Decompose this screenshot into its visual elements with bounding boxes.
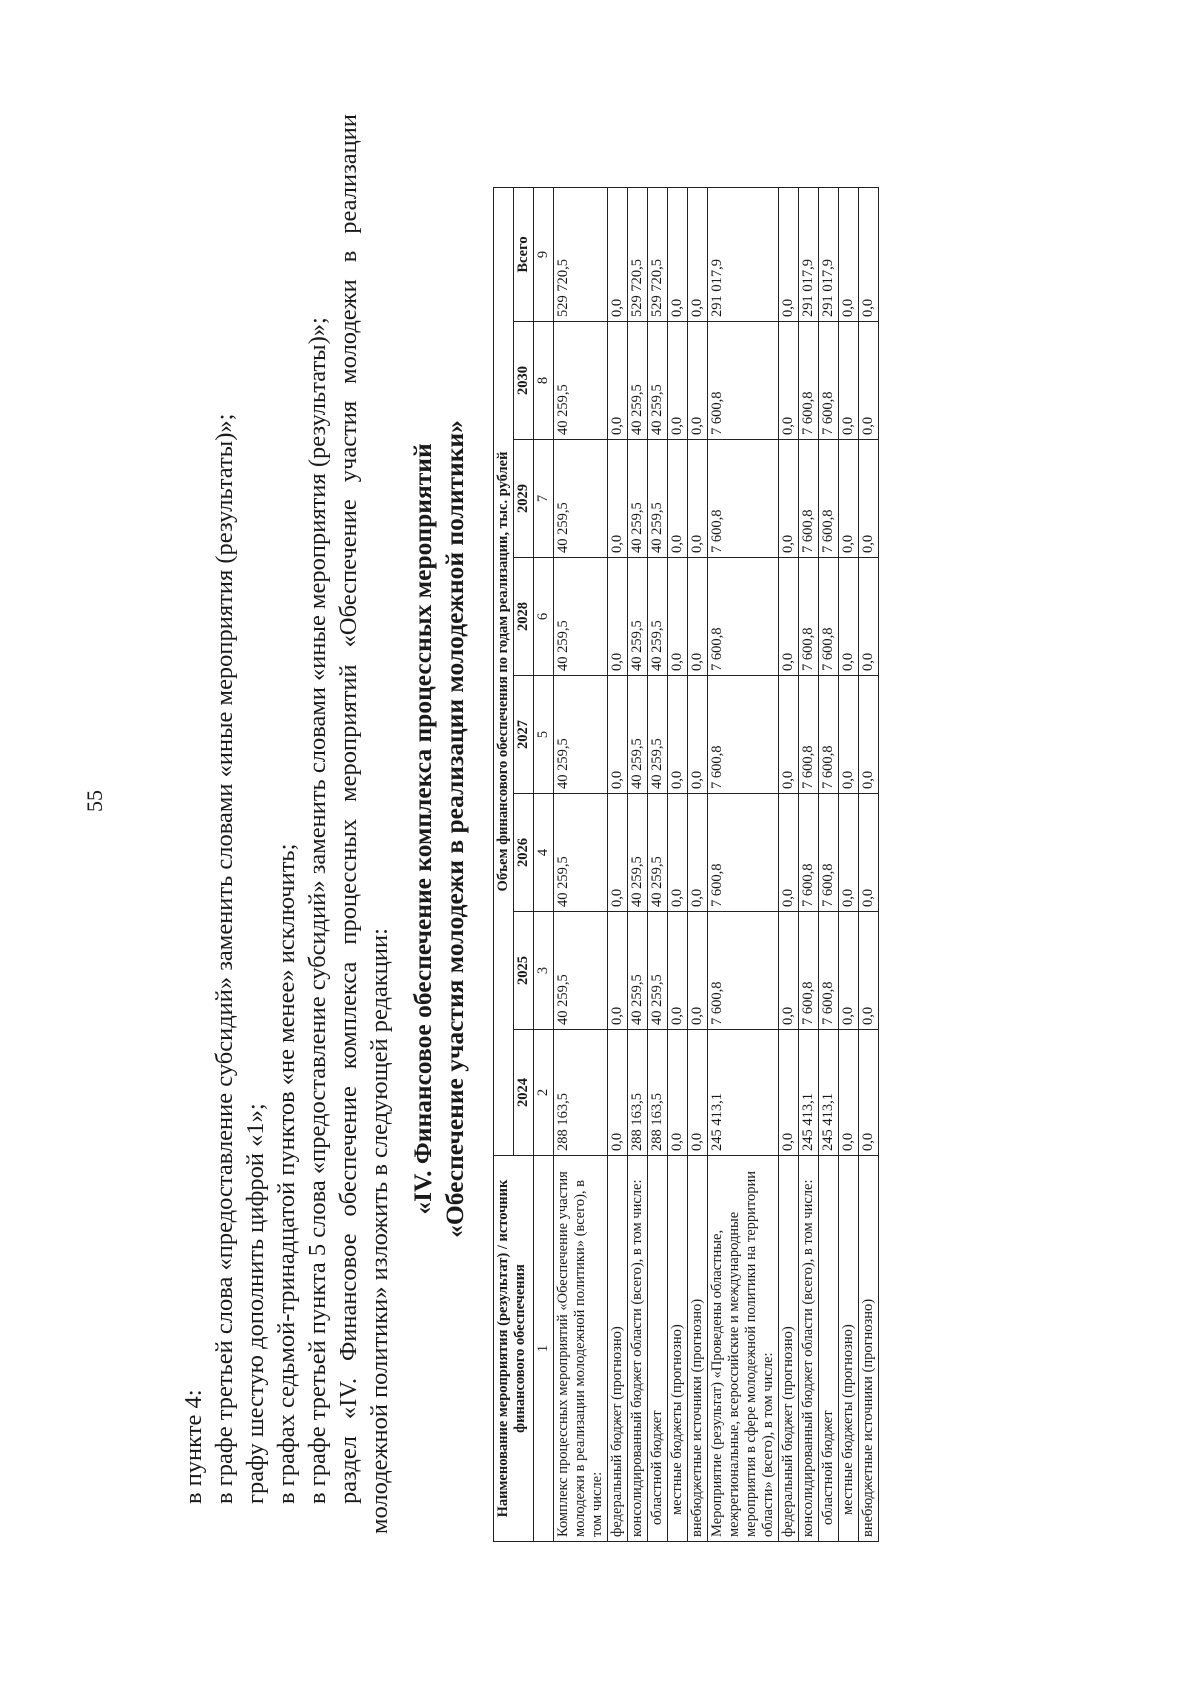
header-total: Всего	[514, 188, 534, 322]
cell-total: 0,0	[839, 188, 859, 322]
page-number: 55	[82, 790, 107, 812]
cell-total: 0,0	[608, 188, 628, 322]
header-year: 2025	[514, 912, 534, 1030]
cell-value: 40 259,5	[628, 440, 648, 558]
table-row	[799, 188, 819, 1542]
cell-value: 7 600,8	[708, 322, 779, 440]
cell-value: 288 163,5	[554, 1030, 608, 1156]
cell-value: 40 259,5	[554, 912, 608, 1030]
cell-value: 0,0	[839, 440, 859, 558]
cell-value: 7 600,8	[799, 322, 819, 440]
row-label: областной бюджет	[819, 1156, 839, 1542]
cell-value: 0,0	[688, 676, 708, 794]
column-number: 5	[534, 676, 554, 794]
cell-value: 0,0	[608, 912, 628, 1030]
cell-value: 40 259,5	[648, 676, 668, 794]
amendment-item-2: графу шестую дополнить цифрой «1»;	[242, 1103, 269, 1504]
cell-value: 0,0	[608, 322, 628, 440]
cell-value: 0,0	[839, 558, 859, 676]
cell-value: 40 259,5	[628, 912, 648, 1030]
row-label: федеральный бюджет (прогнозно)	[779, 1156, 799, 1542]
cell-value: 7 600,8	[708, 440, 779, 558]
cell-value: 7 600,8	[799, 440, 819, 558]
table-row	[819, 188, 839, 1542]
column-number: 8	[534, 322, 554, 440]
column-numbers-row	[534, 188, 554, 1542]
cell-value: 0,0	[779, 440, 799, 558]
cell-value: 7 600,8	[799, 794, 819, 912]
cell-value: 40 259,5	[554, 676, 608, 794]
column-number: 1	[534, 1156, 554, 1542]
cell-total: 291 017,9	[708, 188, 779, 322]
cell-value: 0,0	[859, 558, 879, 676]
cell-value: 0,0	[859, 1030, 879, 1156]
cell-value: 0,0	[859, 912, 879, 1030]
column-number: 7	[534, 440, 554, 558]
cell-total: 0,0	[779, 188, 799, 322]
cell-value: 0,0	[688, 794, 708, 912]
cell-value: 0,0	[608, 676, 628, 794]
cell-value: 245 413,1	[708, 1030, 779, 1156]
cell-value: 7 600,8	[799, 558, 819, 676]
cell-value: 0,0	[859, 440, 879, 558]
cell-value: 7 600,8	[799, 912, 819, 1030]
row-label: внебюджетные источники (прогнозно)	[688, 1156, 708, 1542]
cell-value: 245 413,1	[799, 1030, 819, 1156]
section-title-line-2: «Обеспечение участия молодежи в реализации молодежной политики»	[440, 420, 469, 1238]
cell-total: 0,0	[688, 188, 708, 322]
header-year: 2028	[514, 558, 534, 676]
cell-value: 40 259,5	[648, 794, 668, 912]
cell-value: 40 259,5	[628, 676, 648, 794]
cell-value: 7 600,8	[819, 676, 839, 794]
cell-value: 0,0	[608, 794, 628, 912]
cell-value: 0,0	[668, 794, 688, 912]
row-label: Мероприятие (результат) «Проведены областные, межрегиональные, всероссийские и международные мероприятия в сфере молодежной политики на территории области» (всего), в том числе:	[708, 1156, 779, 1542]
cell-value: 288 163,5	[648, 1030, 668, 1156]
cell-value: 40 259,5	[554, 322, 608, 440]
amendment-item-4: в графе третьей пункта 5 слова «предоставление субсидий» заменить словами «иные мероприятия (результаты)»;	[304, 317, 331, 1504]
cell-value: 0,0	[688, 558, 708, 676]
cell-value: 40 259,5	[628, 322, 648, 440]
cell-value: 0,0	[608, 558, 628, 676]
cell-value: 7 600,8	[819, 322, 839, 440]
table-row	[628, 188, 648, 1542]
body-text	[178, 114, 395, 1534]
cell-value: 0,0	[668, 440, 688, 558]
header-name-source: Наименование мероприятия (результат) / источник финансового обеспечения	[494, 1156, 534, 1542]
cell-value: 40 259,5	[628, 558, 648, 676]
table-body	[554, 188, 879, 1542]
table-row	[839, 188, 859, 1542]
header-year: 2026	[514, 794, 534, 912]
cell-value: 0,0	[668, 912, 688, 1030]
cell-value: 245 413,1	[819, 1030, 839, 1156]
table-row	[554, 188, 608, 1542]
cell-value: 0,0	[859, 322, 879, 440]
financing-table	[493, 187, 879, 1542]
cell-value: 40 259,5	[554, 794, 608, 912]
cell-value: 0,0	[608, 440, 628, 558]
header-year: 2029	[514, 440, 534, 558]
cell-value: 40 259,5	[628, 794, 648, 912]
table-row	[779, 188, 799, 1542]
column-number: 6	[534, 558, 554, 676]
section-replacement-text: раздел «IV. Финансовое обеспечение комплекса процессных мероприятий «Обеспечение участия молодежи в реализации молодежной политики» изложить в следующей редакции:	[335, 114, 393, 1534]
section-title	[407, 124, 471, 1534]
cell-value: 40 259,5	[648, 912, 668, 1030]
cell-value: 0,0	[668, 1030, 688, 1156]
cell-value: 0,0	[859, 676, 879, 794]
cell-total: 291 017,9	[819, 188, 839, 322]
cell-total: 0,0	[859, 188, 879, 322]
table-row	[688, 188, 708, 1542]
row-label: Комплекс процессных мероприятий «Обеспечение участия молодежи в реализации молодежной политики» (всего), в том числе:	[554, 1156, 608, 1542]
cell-value: 0,0	[779, 1030, 799, 1156]
amendment-item-1: в графе третьей слова «предоставление субсидий» заменить словами «иные мероприятия (результаты)»;	[211, 413, 238, 1504]
row-label: федеральный бюджет (прогнозно)	[608, 1156, 628, 1542]
cell-value: 0,0	[608, 1030, 628, 1156]
cell-value: 7 600,8	[708, 794, 779, 912]
cell-value: 0,0	[779, 322, 799, 440]
table-row	[708, 188, 779, 1542]
cell-value: 0,0	[688, 912, 708, 1030]
cell-value: 0,0	[839, 912, 859, 1030]
cell-value: 7 600,8	[819, 558, 839, 676]
cell-total: 291 017,9	[799, 188, 819, 322]
cell-value: 0,0	[779, 912, 799, 1030]
table-row	[608, 188, 628, 1542]
cell-value: 0,0	[779, 558, 799, 676]
header-year: 2030	[514, 322, 534, 440]
amendment-item-3: в графах седьмой-тринадцатой пунктов «не менее» исключить;	[273, 843, 300, 1504]
cell-value: 0,0	[688, 1030, 708, 1156]
cell-value: 0,0	[779, 794, 799, 912]
row-label: местные бюджеты (прогнозно)	[839, 1156, 859, 1542]
cell-value: 40 259,5	[648, 322, 668, 440]
cell-value: 40 259,5	[554, 558, 608, 676]
section-title-line-1: «IV. Финансовое обеспечение комплекса процессных мероприятий	[408, 443, 437, 1215]
cell-value: 7 600,8	[708, 676, 779, 794]
cell-value: 0,0	[668, 558, 688, 676]
cell-value: 7 600,8	[819, 912, 839, 1030]
table-row	[668, 188, 688, 1542]
column-number: 9	[534, 188, 554, 322]
intro-line: в пункте 4:	[180, 1389, 207, 1504]
cell-value: 0,0	[839, 676, 859, 794]
cell-total: 529 720,5	[628, 188, 648, 322]
header-year: 2024	[514, 1030, 534, 1156]
row-label: консолидированный бюджет области (всего), в том числе:	[799, 1156, 819, 1542]
header-funding-volume: Объем финансового обеспечения по годам реализации, тыс. рублей	[494, 188, 514, 1156]
cell-value: 7 600,8	[708, 912, 779, 1030]
cell-value: 7 600,8	[819, 794, 839, 912]
cell-value: 0,0	[839, 1030, 859, 1156]
cell-value: 40 259,5	[648, 440, 668, 558]
cell-total: 0,0	[668, 188, 688, 322]
cell-value: 0,0	[779, 676, 799, 794]
row-label: консолидированный бюджет области (всего), в том числе:	[628, 1156, 648, 1542]
cell-value: 0,0	[688, 440, 708, 558]
cell-value: 288 163,5	[628, 1030, 648, 1156]
row-label: внебюджетные источники (прогнозно)	[859, 1156, 879, 1542]
column-number: 2	[534, 1030, 554, 1156]
cell-value: 0,0	[839, 322, 859, 440]
cell-value: 0,0	[668, 322, 688, 440]
cell-value: 0,0	[859, 794, 879, 912]
column-number: 4	[534, 794, 554, 912]
row-label: местные бюджеты (прогнозно)	[668, 1156, 688, 1542]
cell-value: 0,0	[839, 794, 859, 912]
cell-total: 529 720,5	[648, 188, 668, 322]
cell-value: 0,0	[688, 322, 708, 440]
header-year: 2027	[514, 676, 534, 794]
cell-value: 40 259,5	[554, 440, 608, 558]
column-number: 3	[534, 912, 554, 1030]
cell-total: 529 720,5	[554, 188, 608, 322]
cell-value: 7 600,8	[799, 676, 819, 794]
cell-value: 0,0	[668, 676, 688, 794]
row-label: областной бюджет	[648, 1156, 668, 1542]
table-row	[859, 188, 879, 1542]
cell-value: 40 259,5	[648, 558, 668, 676]
cell-value: 7 600,8	[708, 558, 779, 676]
cell-value: 7 600,8	[819, 440, 839, 558]
table-row	[648, 188, 668, 1542]
